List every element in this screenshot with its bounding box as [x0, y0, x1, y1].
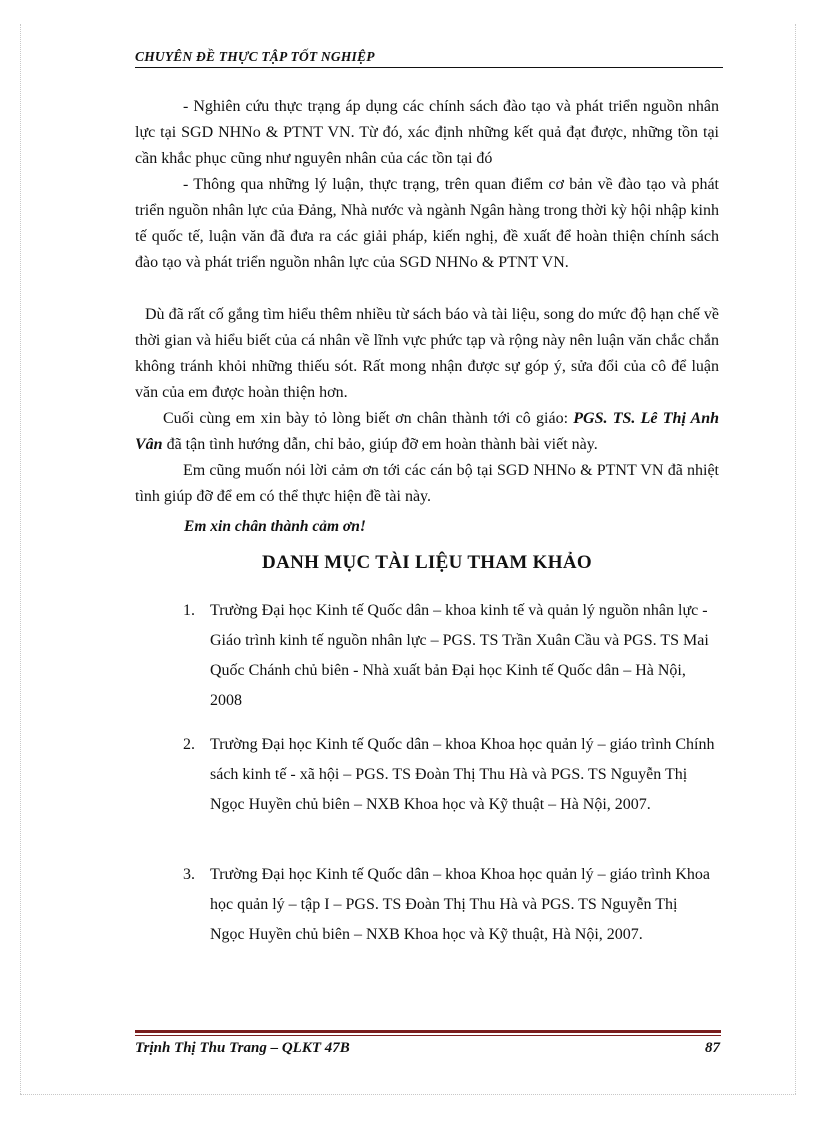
paragraph-gratitude-advisor: [135, 406, 719, 458]
reference-text: Trường Đại học Kinh tế Quốc dân – khoa Khoa học quản lý – giáo trình Chính sách kinh tế - xã hội – PGS. TS Đoàn Thị Thu Hà và PGS. TS Nguyễn Thị Ngọc Huyền chủ biên – NXB Khoa học và Kỹ thuật – Hà Nội, 2007.: [210, 736, 715, 813]
footer-rule-thin: [135, 1035, 721, 1036]
references-title: DANH MỤC TÀI LIỆU THAM KHẢO: [262, 552, 592, 573]
page-border-bottom: [20, 1094, 796, 1095]
closing-thanks: Em xin chân thành cảm ơn!: [184, 518, 366, 535]
reference-number: 3.: [183, 866, 195, 883]
page-number: 87: [705, 1040, 720, 1056]
paragraph-gratitude-staff: Em cũng muốn nói lời cảm ơn tới các cán bộ tại SGD NHNo & PTNT VN đã nhiệt tình giúp đỡ để em có thể thực hiện đề tài này.: [135, 462, 719, 505]
reference-text: Trường Đại học Kinh tế Quốc dân – khoa kinh tế và quản lý nguồn nhân lực - Giáo trình kinh tế nguồn nhân lực – PGS. TS Trần Xuân Cầu và PGS. TS Mai Quốc Chánh chủ biên - Nhà xuất bản Đại học Kinh tế Quốc dân – Hà Nội, 2008: [210, 602, 709, 709]
reference-text: Trường Đại học Kinh tế Quốc dân – khoa Khoa học quản lý – giáo trình Khoa học quản lý – tập I – PGS. TS Đoàn Thị Thu Hà và PGS. TS Nguyễn Thị Ngọc Huyền chủ biên – NXB Khoa học và Kỹ thuật, Hà Nội, 2007.: [210, 866, 711, 943]
reference-number: 1.: [183, 602, 195, 619]
footer-rule-thick: [135, 1030, 721, 1033]
page-header: CHUYÊN ĐỀ THỰC TẬP TỐT NGHIỆP: [135, 49, 723, 68]
page-border-left: [20, 24, 21, 1094]
advisor-name: PGS. TS. Lê Thị Anh Vân: [135, 410, 720, 453]
paragraph-research: - Nghiên cứu thực trạng áp dụng các chính sách đào tạo và phát triển nguồn nhân lực tại SGD NHNo & PTNT VN. Từ đó, xác định những kết quả đạt được, những tồn tại cần khắc phục cũng như nguyên nhân của các tồn tại đó: [135, 98, 719, 167]
footer-author: Trịnh Thị Thu Trang – QLKT 47B: [135, 1040, 350, 1056]
page-border-right: [795, 24, 796, 1094]
reference-number: 2.: [183, 736, 195, 753]
gratitude-text-after: đã tận tình hướng dẫn, chỉ bảo, giúp đỡ em hoàn thành bài viết này.: [162, 436, 598, 453]
paragraph-solutions: - Thông qua những lý luận, thực trạng, trên quan điểm cơ bản về đào tạo và phát triển nguồn nhân lực của Đảng, Nhà nước và ngành Ngân hàng trong thời kỳ hội nhập kinh tế quốc tế, luận văn đã đưa ra các giải pháp, kiến nghị, đề xuất để hoàn thiện chính sách đào tạo và phát triển nguồn nhân lực của SGD NHNo & PTNT VN.: [135, 176, 719, 271]
gratitude-text-before: Cuối cùng em xin bày tỏ lòng biết ơn chân thành tới cô giáo:: [163, 410, 574, 427]
paragraph-limitations: Dù đã rất cố gắng tìm hiểu thêm nhiều từ sách báo và tài liệu, song do mức độ hạn chế về thời gian và hiểu biết của cá nhân về lĩnh vực phức tạp và rộng này nên luận văn chắc chắn không tránh khỏi những thiếu sót. Rất mong nhận được sự góp ý, sửa đổi của cô để luận văn của em được hoàn thiện hơn.: [135, 306, 719, 401]
